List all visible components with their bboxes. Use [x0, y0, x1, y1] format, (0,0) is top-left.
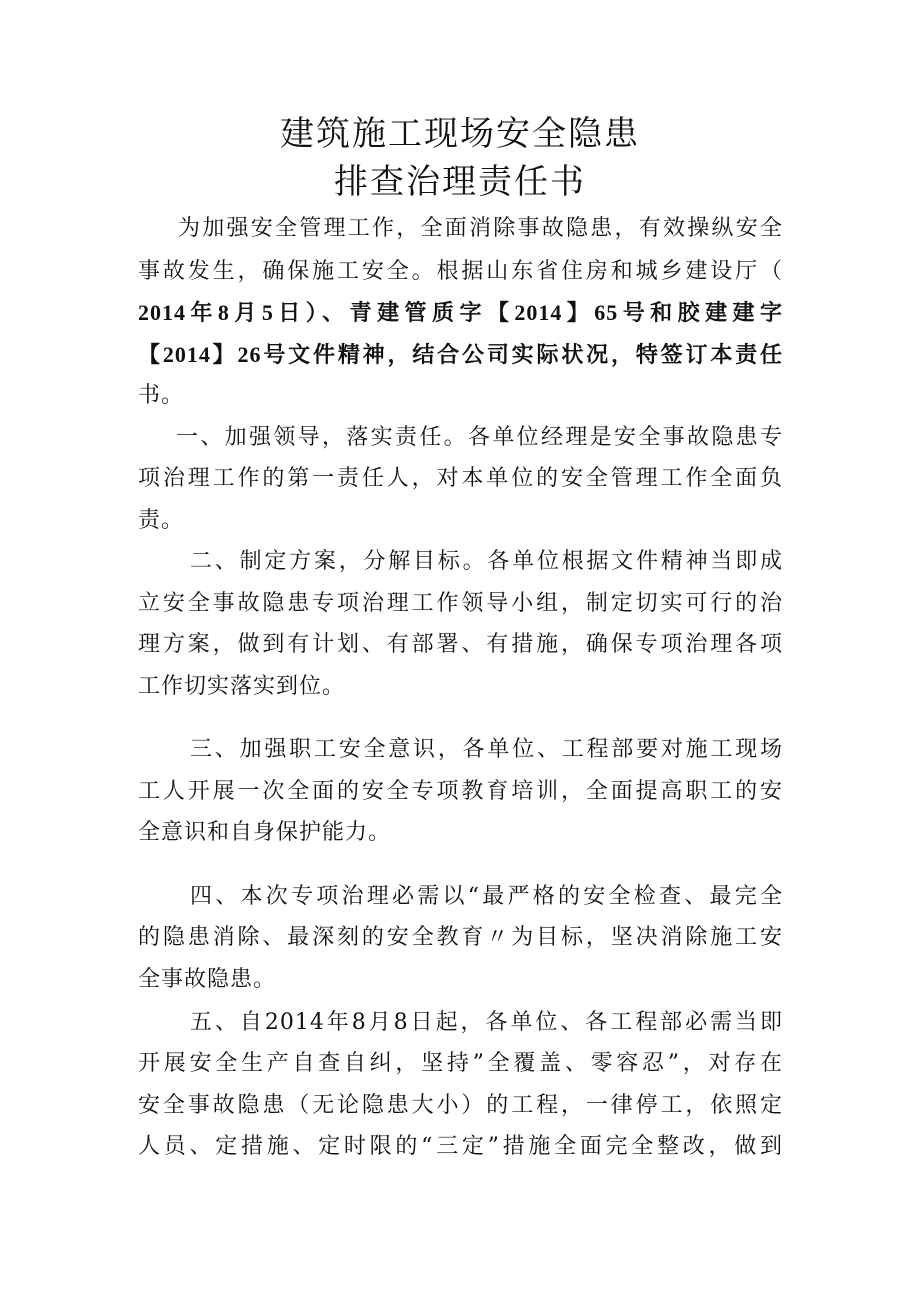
- intro-line-1: 为加强安全管理工作，全面消除事故隐患，有效操纵安全: [178, 216, 783, 241]
- section-4-line-2: 的隐患消除、最深刻的安全教育〃为目标，坚决消除施工安: [138, 925, 783, 950]
- section-5-line-1: 五、自2014年8月8日起，各单位、各工程部必需当即: [190, 1010, 783, 1035]
- section-3-line-1: 三、加强职工安全意识，各单位、工程部要对施工现场: [190, 737, 783, 762]
- intro-line-3: 2014年8月5日）、青建管质字【2014】65号和胶建建字: [138, 300, 783, 325]
- section-5-line-2: 开展安全生产自查自纠，坚持”全覆盖、零容忍”，对存在: [138, 1051, 783, 1076]
- intro-line-2: 事故发生，确保施工安全。根据山东省住房和城乡建设厅（: [138, 259, 783, 284]
- section-3-line-3: 全意识和自身保护能力。: [138, 820, 392, 845]
- section-3-line-2: 工人开展一次全面的安全专项教育培训，全面提高职工的安: [138, 779, 783, 804]
- section-1-line-2: 项治理工作的第一责任人，对本单位的安全管理工作全面负: [138, 466, 783, 491]
- section-1-line-1: 一、加强领导，落实责任。各单位经理是安全事故隐患专: [176, 425, 783, 450]
- section-4-line-1: 四、本次专项治理必需以“最严格的安全检查、最完全: [190, 884, 783, 909]
- section-2-line-3: 理方案，做到有计划、有部署、有措施，确保专项治理各项: [138, 632, 783, 657]
- section-5-line-3: 安全事故隐患（无论隐患大小）的工程，一律停工，依照定: [138, 1093, 783, 1118]
- document-title-line-1: 建筑施工现场安全隐患: [280, 114, 640, 154]
- intro-line-4: 【2014】26号文件精神，结合公司实际状况，特签订本责任: [138, 342, 783, 367]
- section-2-line-2: 立安全事故隐患专项治理工作领导小组，制定切实可行的治: [138, 591, 783, 616]
- intro-line-5: 书。: [138, 383, 185, 408]
- section-4-line-3: 全事故隐患。: [138, 967, 277, 992]
- section-1-line-3: 责。: [138, 508, 185, 533]
- section-2-line-1: 二、制定方案，分解目标。各单位根据文件精神当即成: [190, 549, 783, 574]
- document-title-line-2: 排查治理责任书: [334, 162, 586, 202]
- section-2-line-4: 工作切实落实到位。: [138, 674, 346, 699]
- section-5-line-4: 人员、定措施、定时限的“三定”措施全面完全整改，做到: [138, 1134, 783, 1159]
